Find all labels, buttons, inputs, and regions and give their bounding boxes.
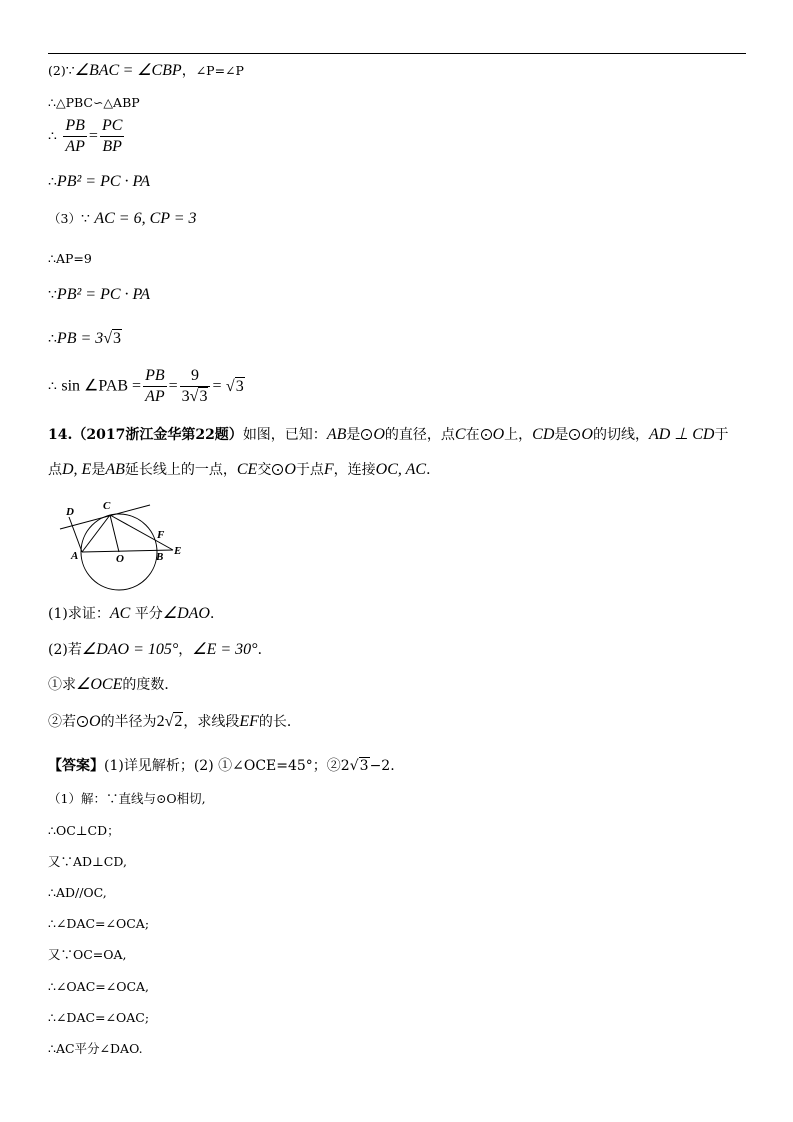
geometry-figure (40, 495, 190, 597)
text: 是 (346, 427, 361, 443)
equals-sign: = (168, 377, 178, 395)
answer-line (48, 757, 395, 775)
text: 的长． (258, 714, 301, 730)
equals-sign: = (212, 377, 222, 395)
solution-line: ∴AC平分∠DAO. (48, 1041, 143, 1056)
therefore-symbol: ∴ (48, 174, 57, 190)
label-e: E (174, 545, 182, 557)
text: 是 (91, 462, 106, 478)
point-f: F (323, 461, 334, 478)
problem14-line2 (48, 461, 440, 479)
text: 是 (554, 427, 569, 443)
segment-ad (69, 517, 82, 552)
fraction-9 (180, 366, 211, 407)
fraction-pb-ap (63, 116, 87, 157)
solution-line: ∴∠DAC=∠OAC; (48, 1010, 150, 1025)
frac-num: 9 (180, 366, 211, 387)
part3-line2 (48, 250, 92, 268)
angle-p: ∠P=∠P (195, 63, 244, 78)
coefficient: 3 (181, 388, 190, 405)
segment-ef: EF (239, 713, 259, 730)
text: (1)求证： (48, 606, 110, 622)
text: 上， (504, 427, 533, 443)
because-symbol: ∵ (65, 63, 75, 79)
sqrt-symbol: √2 (164, 713, 183, 730)
problem-source: （2017浙江金华第22题） (72, 427, 243, 443)
segments-oc-ac: OC, AC (375, 461, 427, 478)
answer-tag: 【答案】 (48, 758, 104, 774)
therefore-symbol: ∴ (48, 128, 57, 145)
text: ，求线段 (183, 714, 240, 730)
sin-label: sin ∠PAB = (61, 377, 142, 395)
sqrt-symbol: √3 (349, 758, 369, 774)
part3-line1 (48, 210, 197, 228)
label-d: D (66, 506, 74, 518)
label-c: C (103, 500, 111, 512)
question-2b (48, 713, 301, 731)
label-b: B (156, 551, 164, 563)
angle-cbp: ∠CBP (137, 62, 182, 79)
points-d-e: D, E (62, 461, 92, 478)
part2-line3 (48, 116, 126, 157)
solution-line: ∴∠OAC=∠OCA, (48, 979, 150, 994)
part3-line4 (48, 330, 122, 348)
circle-dot-icon (481, 429, 492, 440)
angle-oce: ∠OCE (76, 676, 123, 693)
text: 于 (714, 427, 729, 443)
text: 交 (257, 462, 272, 478)
text: 的切线， (592, 427, 649, 443)
text: 如图，已知： (242, 427, 327, 443)
segment-ab: AB (105, 461, 125, 478)
circle-dot-icon (569, 429, 580, 440)
solution-line: 又∵OC=OA, (48, 947, 127, 962)
question-1 (48, 605, 224, 623)
part3-label: （3） (48, 211, 81, 226)
part2-line1 (48, 62, 244, 80)
equals-sign: = (88, 127, 98, 145)
fraction-pc-bp (100, 116, 124, 157)
circle-dot-icon (77, 716, 88, 727)
therefore-symbol: ∴ (48, 331, 57, 347)
angle-e-value: ∠E = 30° (192, 641, 258, 658)
part3-line5 (48, 366, 245, 407)
frac-num: PC (100, 116, 124, 137)
fraction-pb-ap (143, 366, 167, 407)
point-o: O (581, 426, 593, 443)
text: 点 (48, 462, 62, 478)
coefficient: 2 (156, 713, 165, 730)
radicand: 3 (359, 758, 369, 774)
angle-dao: ∠DAO (162, 605, 210, 622)
therefore-symbol: ∴ (48, 378, 57, 395)
text: 的度数． (122, 677, 179, 693)
text: 于点 (295, 462, 324, 478)
text: 延长线上的一点， (124, 462, 237, 478)
solution-line: （1）解：∵直线与⊙O相切, (48, 791, 206, 806)
text: ． (209, 606, 224, 622)
pb-squared-eq: PB² = PC · PA (56, 286, 150, 303)
pb-squared-eq: PB² = PC · PA (56, 173, 150, 190)
solution-line: ∴∠DAC=∠OCA; (48, 916, 150, 931)
problem-number: 14. (48, 427, 73, 443)
text: 平分 (134, 606, 163, 622)
frac-den: 3√3 (181, 388, 208, 405)
text: (2)若 (48, 642, 82, 658)
question-2a (48, 676, 178, 694)
label-o: O (116, 553, 124, 565)
point-o: O (373, 426, 385, 443)
ap-value: AP=9 (55, 251, 92, 266)
given-values: AC = 6, CP = 3 (94, 210, 197, 227)
frac-num: PB (63, 116, 87, 137)
part2-line2 (48, 94, 140, 112)
sqrt-symbol: √3 (103, 330, 122, 347)
answer-text: −2. (369, 758, 395, 774)
therefore-symbol: ∴ (48, 95, 56, 110)
frac-den: AP (65, 138, 85, 155)
point-o: O (284, 461, 296, 478)
frac-den: BP (102, 138, 122, 155)
segment-ce: CE (236, 461, 258, 478)
question-2 (48, 641, 272, 659)
solution-line: ∴AD//OC, (48, 885, 107, 900)
radicand: 3 (199, 388, 208, 405)
point-o: O (492, 426, 505, 443)
header-rule (48, 53, 746, 54)
text: ①求 (48, 677, 76, 693)
because-symbol: ∵ (80, 211, 90, 227)
pb-value: PB = 3 (56, 330, 104, 347)
solution-line: 又∵AD⊥CD, (48, 854, 127, 869)
text: ． (257, 642, 272, 658)
radicand: 3 (113, 330, 122, 347)
segment-ac: AC (109, 605, 131, 622)
text: ②若 (48, 714, 76, 730)
equals-sign: = (123, 62, 133, 79)
therefore-symbol: ∴ (48, 251, 56, 266)
radicand: 2 (174, 713, 183, 730)
because-symbol: ∵ (48, 287, 57, 303)
part3-line3 (48, 286, 150, 304)
problem14-line1 (48, 426, 728, 444)
segment-co (110, 515, 119, 552)
similar-triangles: △PBC∽△ABP (55, 95, 140, 110)
separator: ， (181, 63, 196, 79)
circle-dot-icon (272, 464, 283, 475)
frac-num: PB (143, 366, 167, 387)
text: ，连接 (333, 462, 376, 478)
text: 的直径，点 (384, 427, 455, 443)
label-f: F (157, 529, 165, 541)
circle-dot-icon (361, 429, 372, 440)
point-o: O (89, 713, 101, 730)
radicand: 3 (235, 377, 244, 395)
point-c: C (454, 426, 466, 443)
part2-label: (2) (48, 63, 66, 78)
part2-line4 (48, 173, 150, 191)
frac-den: AP (145, 388, 165, 405)
ad-perp-cd: AD ⊥ CD (648, 426, 715, 443)
text: 的半径为 (100, 714, 157, 730)
label-a: A (71, 550, 79, 562)
text: 在 (465, 427, 480, 443)
text: ， (178, 642, 193, 658)
text: ． (426, 462, 441, 478)
angle-dao-value: ∠DAO = 105° (81, 641, 179, 658)
solution-line: ∴OC⊥CD； (48, 823, 120, 838)
sqrt-symbol: √3 (225, 377, 244, 395)
answer-text: (1)详见解析；(2) ①∠OCE=45°；②2 (104, 758, 350, 774)
segment-cd: CD (532, 426, 555, 443)
angle-bac: ∠BAC (74, 62, 120, 79)
segment-ab: AB (326, 426, 347, 443)
